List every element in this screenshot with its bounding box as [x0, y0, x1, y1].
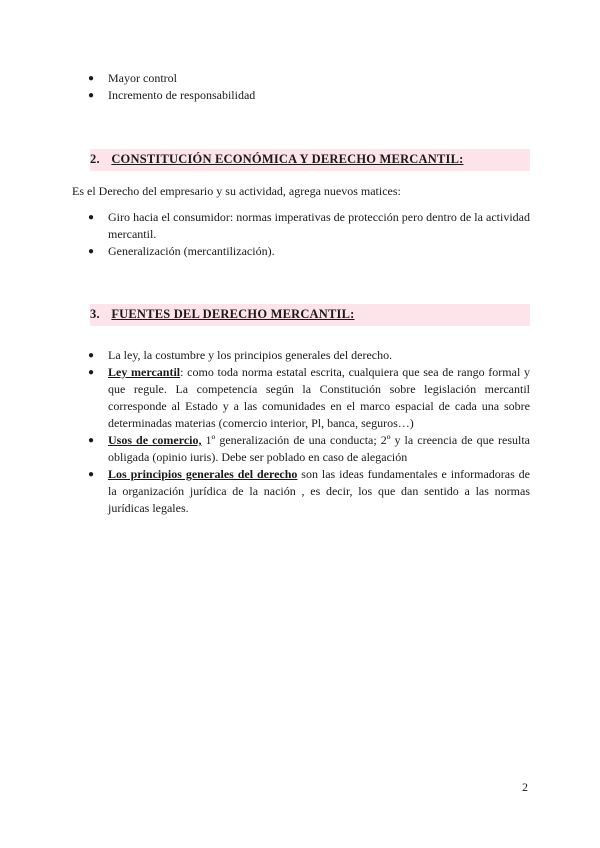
- list-item: ● Ley mercantil: como toda norma estatal escrita, cualquiera que sea de rango formal y que regule. La competencia según la Constitución sobre legislación mercantil corresponde al Estado y a las comunidades en el marco espacial de cada una sobre determinadas materias (comercio interior, Pl, banca, seguros…): [88, 365, 530, 430]
- section-3-title: FUENTES DEL DERECHO MERCANTIL:: [111, 307, 355, 321]
- section-2-intro: Es el Derecho del empresario y su actividad, agrega nuevos matices:: [72, 184, 401, 198]
- term-usos-de-comercio: Usos de comercio,: [108, 433, 202, 447]
- bullet-icon: ●: [88, 367, 95, 378]
- bullet-icon: ●: [88, 246, 95, 257]
- section-2-title: CONSTITUCIÓN ECONÓMICA Y DERECHO MERCANTIL:: [111, 152, 464, 166]
- bullet-icon: ●: [88, 350, 95, 361]
- section-3-number: 3.: [90, 307, 100, 321]
- list-item: ● Mayor control: [88, 71, 177, 85]
- bullet-icon: ●: [88, 73, 95, 84]
- top-bullet-list: [88, 70, 530, 104]
- section-2-number: 2.: [90, 152, 100, 166]
- bullet-icon: ●: [88, 212, 95, 223]
- section-3-heading: [90, 304, 530, 326]
- list-item: ● Incremento de responsabilidad: [88, 88, 256, 102]
- list-item: ● Generalización (mercantilización).: [88, 244, 275, 258]
- list-item: ● Usos de comercio, 1º generalización de una conducta; 2º y la creencia de que resulta obligada (opinio iuris). Debe ser poblado en caso de alegación: [88, 433, 530, 464]
- section-2-heading: [90, 149, 530, 171]
- term-principios-generales: Los principios generales del derecho: [108, 467, 298, 481]
- bullet-icon: ●: [88, 435, 95, 446]
- list-item: ● Los principios generales del derecho son las ideas fundamentales e informadoras de la organización jurídica de la nación , es decir, los que dan sentido a las normas jurídicas legales.: [88, 467, 530, 515]
- section-2-bullet-list: [88, 209, 530, 260]
- bullet-icon: ●: [88, 90, 95, 101]
- list-item: ● La ley, la costumbre y los principios generales del derecho.: [88, 348, 393, 362]
- term-ley-mercantil: Ley mercantil: [108, 365, 181, 379]
- section-3-bullet-list: [88, 347, 530, 517]
- list-item: ● Giro hacia el consumidor: normas imperativas de protección pero dentro de la actividad mercantil.: [88, 210, 530, 241]
- page-number: 2: [522, 780, 528, 794]
- bullet-icon: ●: [88, 469, 95, 480]
